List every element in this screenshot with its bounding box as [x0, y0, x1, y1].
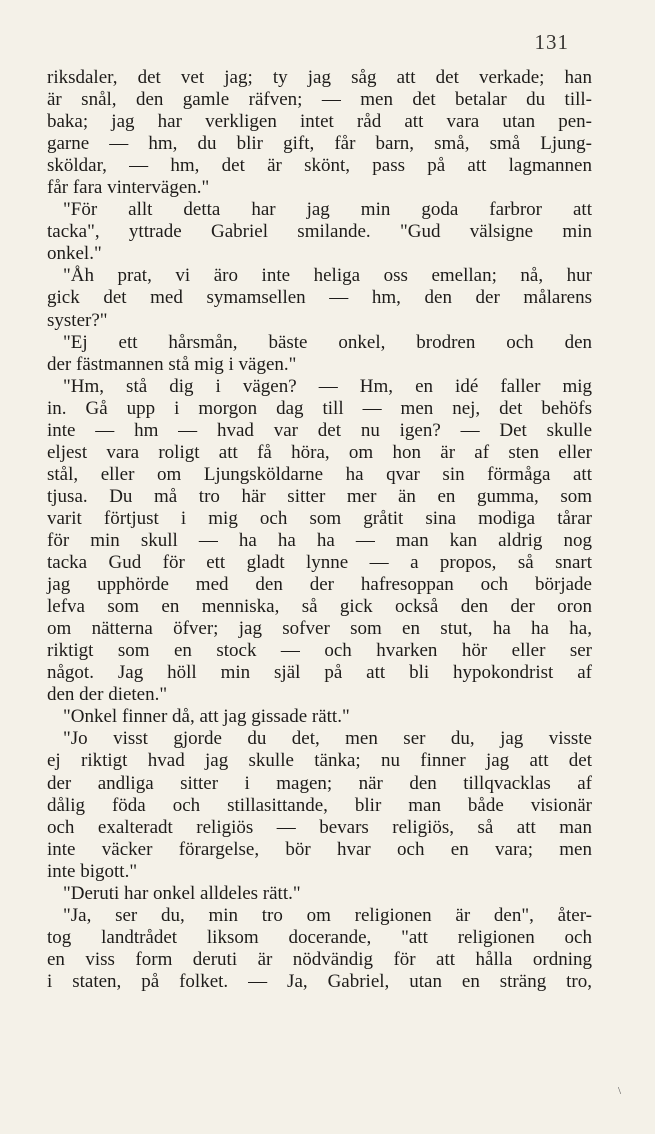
text-line: jag upphörde med den der hafresoppan och började [47, 574, 592, 596]
text-line: dålig föda och stillasittande, blir man både visionär [47, 794, 592, 816]
text-line: sköldar, — hm, det är skönt, pass på att lagmannen [47, 155, 592, 177]
text-line: onkel." [47, 243, 102, 265]
text-line: "Onkel finner då, att jag gissade rätt." [63, 706, 350, 728]
text-line: in. Gå upp i morgon dag till — men nej, det behöfs [47, 397, 592, 419]
text-line: baka; jag har verkligen intet råd att vara utan pen- [47, 111, 592, 133]
text-line: inte — hm — hvad var det nu igen? — Det skulle [47, 419, 592, 441]
text-line: der andliga sitter i magen; när den tillqvacklas af [47, 772, 592, 794]
text-line: tjusa. Du må tro här sitter mer än en gumma, som [47, 485, 592, 507]
text-line: en viss form deruti är nödvändig för att hålla ordning [47, 948, 592, 970]
text-line: i staten, på folket. — Ja, Gabriel, utan en sträng tro, [47, 970, 592, 992]
text-line: eljest vara roligt att få höra, om hon är af sten eller [47, 441, 592, 463]
text-line: "Åh prat, vi äro inte heliga oss emellan; nå, hur [63, 265, 592, 287]
text-line: tog landtrådet liksom docerande, "att religionen och [47, 926, 592, 948]
text-line: är snål, den gamle räfven; — men det betalar du till- [47, 89, 592, 111]
text-line: ej riktigt hvad jag skulle tänka; nu finner jag att det [47, 750, 592, 772]
text-line: "För allt detta har jag min goda farbror att [63, 199, 592, 221]
text-line: får fara vintervägen." [47, 177, 210, 199]
text-line: "Hm, stå dig i vägen? — Hm, en idé faller mig [63, 375, 592, 397]
text-line: syster?" [47, 309, 108, 331]
text-line: den der dieten." [47, 684, 168, 706]
text-line: gick det med symamsellen — hm, den der målarens [47, 287, 592, 309]
text-line: tacka", yttrade Gabriel smilande. "Gud välsigne min [47, 221, 592, 243]
text-line: för min skull — ha ha ha — man kan aldrig nog [47, 529, 592, 551]
text-line: "Ja, ser du, min tro om religionen är den", åter- [63, 904, 592, 926]
page-number: 131 [534, 30, 569, 54]
text-line: och exalteradt religiös — bevars religiös, så att man [47, 816, 592, 838]
text-line: der fästmannen stå mig i vägen." [47, 353, 297, 375]
text-line: stål, eller om Ljungsköldarne ha qvar sin förmåga att [47, 463, 592, 485]
margin-mark: \ [618, 1085, 622, 1097]
text-line: varit förtjust i mig och som gråtit sina modiga tårar [47, 507, 592, 529]
text-line: inte bigott." [47, 860, 138, 882]
text-line: tacka Gud för ett gladt lynne — a propos, så snart [47, 552, 592, 574]
body-text [47, 67, 592, 993]
text-line: om nätterna öfver; jag sofver som en stut, ha ha ha, [47, 618, 592, 640]
text-line: garne — hm, du blir gift, får barn, små, små Ljung- [47, 133, 592, 155]
text-line: riksdaler, det vet jag; ty jag såg att det verkade; han [47, 67, 592, 88]
text-line: "Jo visst gjorde du det, men ser du, jag visste [63, 728, 592, 750]
text-line: "Ej ett hårsmån, bäste onkel, brodren och den [63, 331, 592, 353]
text-line: riktigt som en stock — och hvarken hör eller ser [47, 640, 592, 662]
text-line: inte väcker förargelse, bör hvar och en vara; men [47, 838, 592, 860]
text-line: något. Jag höll min själ på att bli hypokondrist af [47, 662, 592, 684]
text-line: "Deruti har onkel alldeles rätt." [63, 882, 301, 904]
text-line: lefva som en menniska, så gick också den der oron [47, 596, 592, 618]
